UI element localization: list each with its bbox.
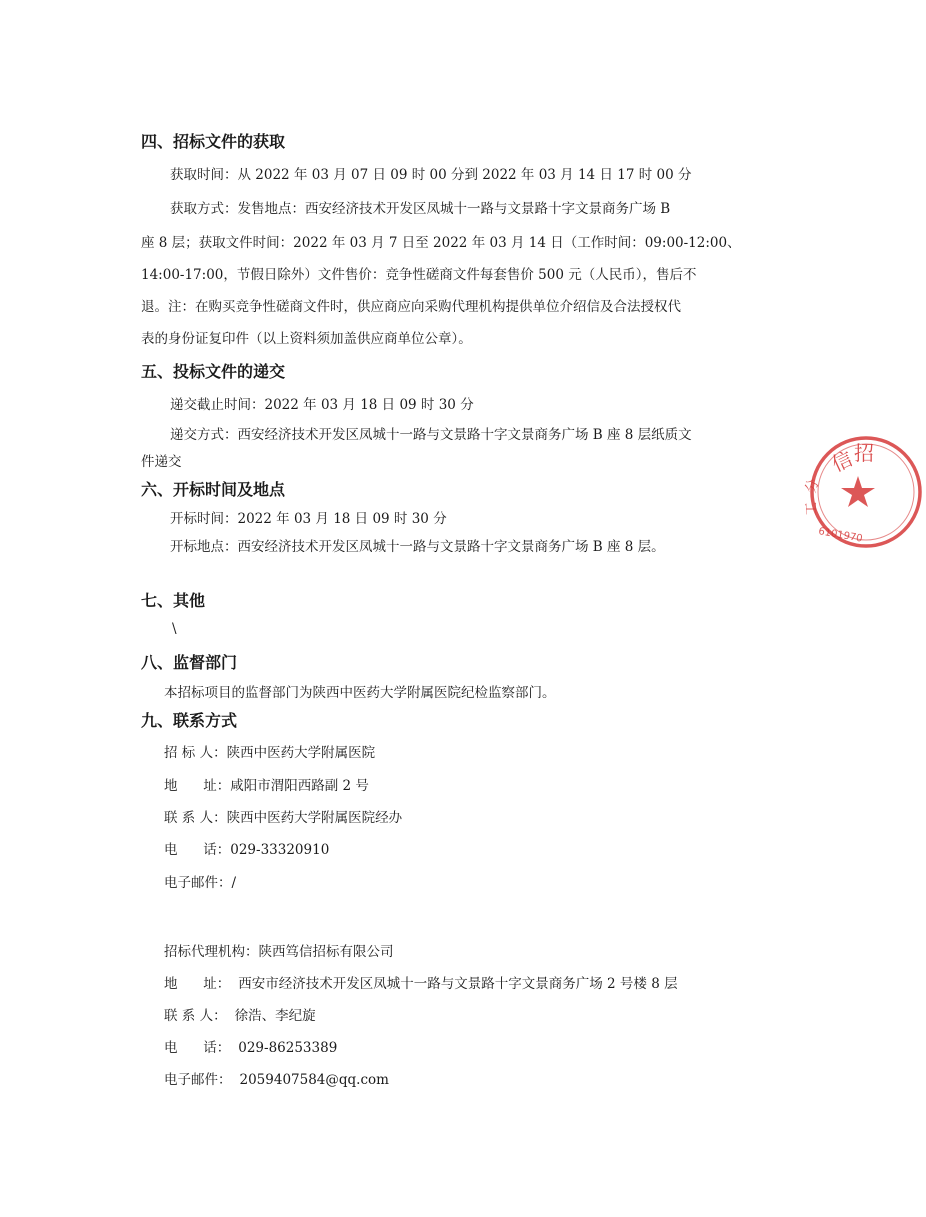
- agent-phone: 029-86253389: [238, 1040, 338, 1056]
- agent-phone-label: 电 话：: [164, 1040, 231, 1056]
- buyer-name-row: [164, 741, 375, 761]
- buyer-address-label: 地 址：: [164, 778, 231, 794]
- agent-name-row: [164, 940, 394, 960]
- agent-email: 2059407584@qq.com: [239, 1072, 389, 1088]
- s7-line-1: \: [172, 621, 177, 637]
- buyer-address: 咸阳市渭阳西路副 2 号: [230, 778, 369, 794]
- agent-email-label: 电子邮件：: [164, 1072, 232, 1088]
- agent-contact-label: 联 系 人：: [164, 1008, 227, 1024]
- buyer-email-label: 电子邮件：: [164, 875, 232, 891]
- s4-line-4: 14:00-17:00，节假日除外）文件售价：竞争性磋商文件每套售价 500 元（人民币），售后不: [141, 267, 697, 283]
- s5-line-2: 递交方式：西安经济技术开发区凤城十一路与文景路十字文景商务广场 B 座 8 层纸质文: [170, 427, 692, 443]
- s5-line-3: 件递交: [141, 454, 182, 470]
- buyer-phone-row: [164, 838, 329, 858]
- section-6-heading: 六、开标时间及地点: [141, 480, 286, 499]
- agent-name-label: 招标代理机构：: [164, 944, 259, 960]
- s8-line-1: 本招标项目的监督部门为陕西中医药大学附属医院纪检监察部门。: [164, 685, 556, 701]
- s4-line-3: 座 8 层；获取文件时间：2022 年 03 月 7 日至 2022 年 03 月 14 日（工作时间：09:00-12:00、: [141, 235, 741, 251]
- buyer-contact-label: 联 系 人：: [164, 810, 227, 826]
- buyer-contact-row: [164, 806, 402, 826]
- s4-line-6: 表的身份证复印件（以上资料须加盖供应商单位公章）。: [141, 331, 472, 347]
- company-seal-stamp: [802, 432, 926, 552]
- agent-contact-row: [164, 1004, 316, 1024]
- section-9-heading: 九、联系方式: [141, 711, 238, 730]
- section-7-heading: 七、其他: [141, 591, 206, 610]
- agent-contact: 徐浩、李纪旋: [234, 1008, 316, 1024]
- s4-line-1: 获取时间：从 2022 年 03 月 07 日 09 时 00 分到 2022 年 03 月 14 日 17 时 00 分: [170, 167, 692, 183]
- section-8-heading: 八、监督部门: [141, 653, 238, 672]
- s4-line-2: 获取方式：发售地点：西安经济技术开发区凤城十一路与文景路十字文景商务广场 B: [170, 201, 671, 217]
- agent-name: 陕西笃信招标有限公司: [258, 944, 394, 960]
- seal-char-xin: 信: [827, 446, 857, 477]
- buyer-phone: 029-33320910: [230, 842, 330, 858]
- agent-email-row: [164, 1068, 389, 1088]
- s6-line-2: 开标地点：西安经济技术开发区凤城十一路与文景路十字文景商务广场 B 座 8 层。: [170, 539, 665, 555]
- buyer-address-row: [164, 774, 369, 794]
- buyer-email-row: [164, 871, 236, 891]
- buyer-email: /: [231, 875, 237, 891]
- seal-star-icon: [841, 476, 875, 507]
- agent-address-label: 地 址：: [164, 976, 231, 992]
- s5-line-1: 递交截止时间：2022 年 03 月 18 日 09 时 30 分: [170, 397, 474, 413]
- buyer-name: 陕西中医药大学附属医院: [226, 745, 376, 761]
- agent-address-row: [164, 972, 678, 992]
- s4-line-5: 退。注：在购买竞争性磋商文件时，供应商应向采购代理机构提供单位介绍信及合法授权代: [141, 299, 681, 315]
- agent-address: 西安市经济技术开发区凤城十一路与文景路十字文景商务广场 2 号楼 8 层: [238, 976, 678, 992]
- buyer-phone-label: 电 话：: [164, 842, 231, 858]
- s6-line-1: 开标时间：2022 年 03 月 18 日 09 时 30 分: [170, 511, 447, 527]
- svg-text:分: 分: [802, 476, 823, 496]
- svg-text:6101970: 6101970: [817, 526, 864, 545]
- section-4-heading: 四、招标文件的获取: [141, 132, 286, 151]
- buyer-name-label: 招 标 人：: [164, 745, 227, 761]
- agent-phone-row: [164, 1036, 337, 1056]
- seal-char-zhao: 招: [854, 441, 874, 465]
- svg-text:工: 工: [804, 502, 820, 516]
- section-5-heading: 五、投标文件的递交: [141, 362, 286, 381]
- buyer-contact: 陕西中医药大学附属医院经办: [226, 810, 403, 826]
